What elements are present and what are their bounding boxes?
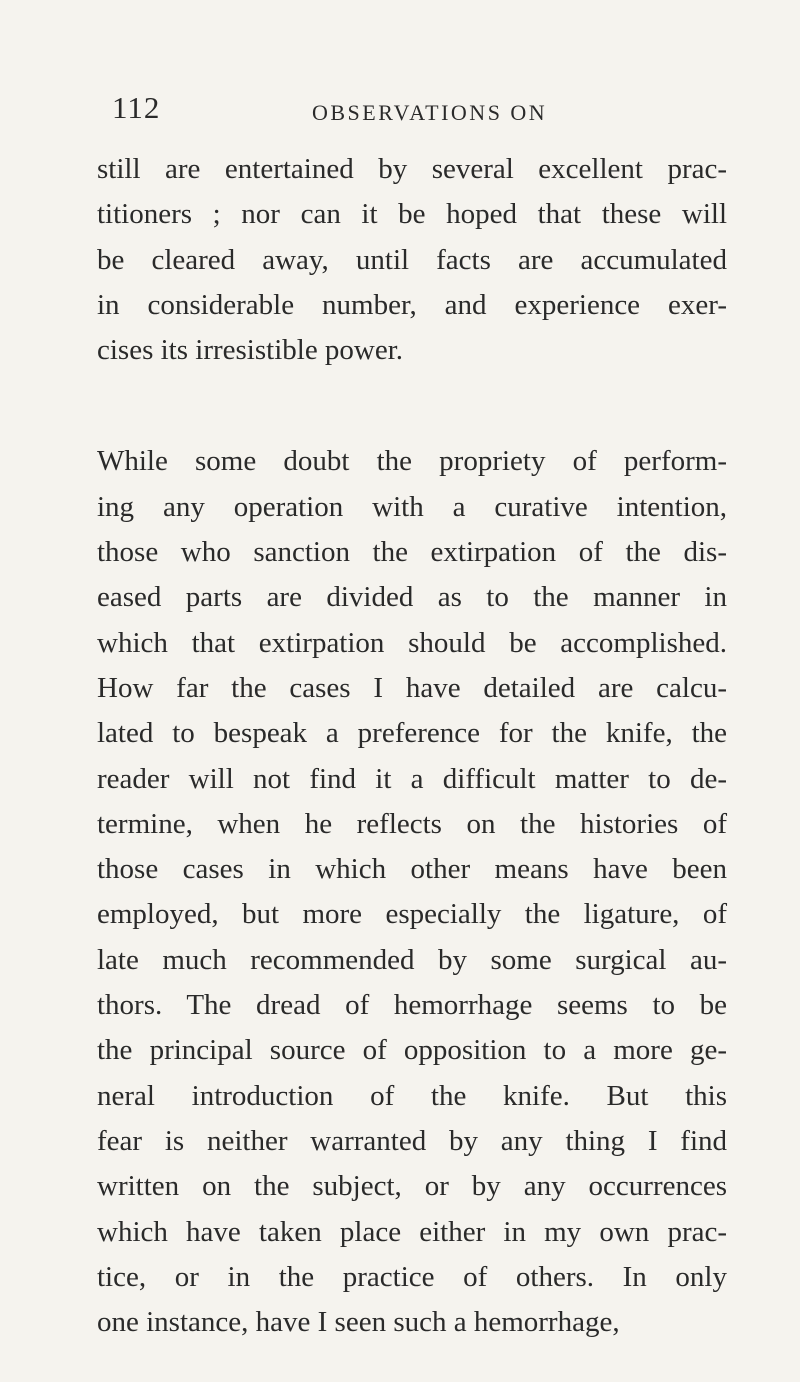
text-line: tice, or in the practice of others. In only — [97, 1260, 727, 1293]
text-line: those who sanction the extirpation of the dis- — [97, 536, 727, 569]
text-line: While some doubt the propriety of perform- — [97, 445, 727, 478]
text-line: How far the cases I have detailed are calcu- — [97, 671, 727, 704]
text-line: the principal source of opposition to a more ge- — [97, 1034, 727, 1067]
text-line: thors. The dread of hemorrhage seems to be — [97, 989, 727, 1022]
text-line: those cases in which other means have been — [97, 853, 727, 886]
page-number: 112 — [112, 90, 161, 125]
text-line: fear is neither warranted by any thing I find — [97, 1124, 727, 1157]
text-line: be cleared away, until facts are accumulated — [97, 243, 727, 276]
running-header — [112, 90, 712, 130]
text-line: still are entertained by several excellent prac- — [97, 153, 727, 185]
text-line: cises its irresistible power. — [97, 334, 404, 367]
body-text — [97, 147, 727, 1345]
paragraph — [97, 439, 727, 1345]
paragraph-gap — [97, 373, 727, 439]
text-line: employed, but more especially the ligature, of — [97, 898, 727, 931]
text-line: in considerable number, and experience exer- — [97, 288, 727, 321]
text-line: termine, when he reflects on the histories of — [97, 807, 727, 840]
text-line: which that extirpation should be accomplished. — [97, 626, 727, 659]
text-line: neral introduction of the knife. But this — [97, 1079, 727, 1112]
text-line: reader will not find it a difficult matter to de- — [97, 762, 727, 795]
paragraph — [97, 147, 727, 373]
text-line: one instance, have I seen such a hemorrhage, — [97, 1306, 620, 1339]
running-title: OBSERVATIONS ON — [312, 100, 548, 125]
text-line: ing any operation with a curative intention, — [97, 490, 727, 523]
text-line: which have taken place either in my own prac- — [97, 1215, 727, 1248]
text-line: lated to bespeak a preference for the knife, the — [97, 717, 727, 750]
text-line: late much recommended by some surgical au- — [97, 943, 727, 976]
text-line: titioners ; nor can it be hoped that these will — [97, 198, 727, 231]
text-line: eased parts are divided as to the manner in — [97, 581, 727, 614]
text-line: written on the subject, or by any occurrences — [97, 1170, 727, 1203]
